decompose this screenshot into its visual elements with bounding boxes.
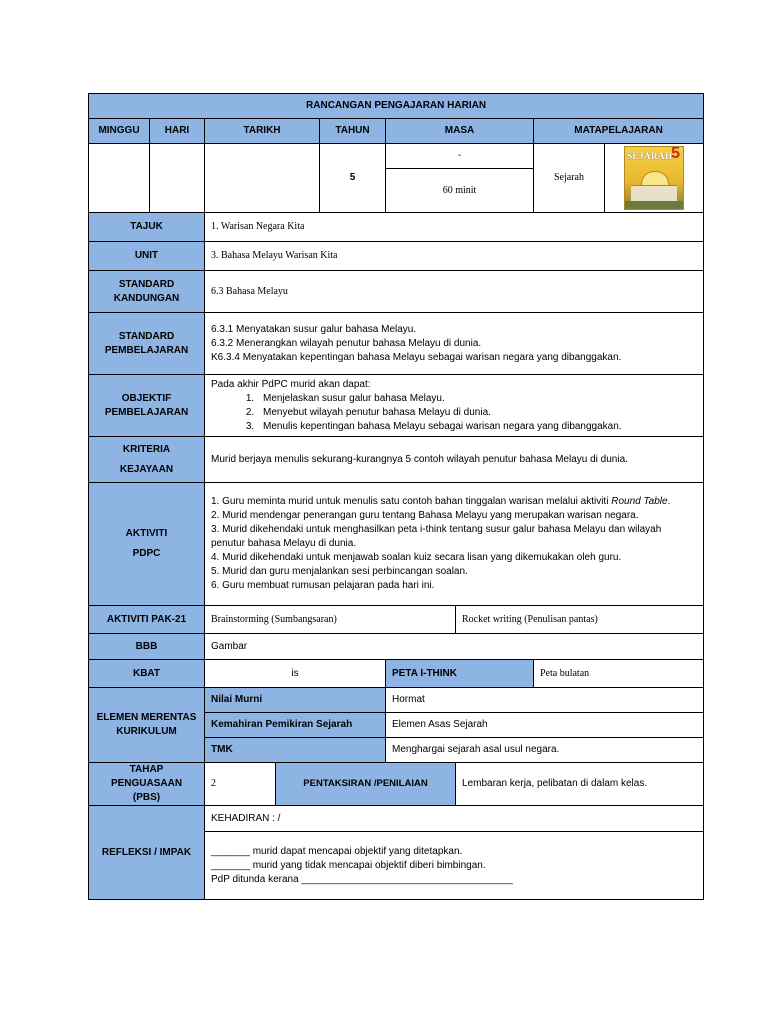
value-refleksi [205,832,704,900]
label-tajuk: TAJUK [89,213,205,242]
value-standard-kandungan: 6.3 Bahasa Melayu [205,271,704,313]
value-kriteria: Murid berjaya menulis sekurang-kurangnya 5 contoh wilayah penutur bahasa Melayu di dunia. [205,437,704,483]
aktiviti-item: 3. Murid dikehendaki untuk menghasilkan peta i-think tentang susur galur bahasa Melayu dan wilayah penutur bahasa Melayu di dunia. [211,524,662,549]
value-pentaksiran: Lembaran kerja, pelibatan di dalam kelas. [456,763,704,806]
value-tmk: Menghargai sejarah asal usul negara. [386,738,704,763]
label-tahap [89,763,205,806]
book-base-graphic [625,201,683,209]
value-masa-top: - [386,144,534,169]
label-aktiviti-line1: AKTIVITI [125,528,168,539]
value-tahap: 2 [205,763,276,806]
aktiviti-item1-em: Round Table [611,496,668,507]
objektif-list [211,392,697,434]
value-tarikh [205,144,320,213]
value-aktiviti [205,483,704,606]
label-objektif [89,375,205,437]
label-kemahiran-pemikiran: Kemahiran Pemikiran Sejarah [205,713,386,738]
value-kbat: is [205,660,386,688]
book-title: SEJARAH [627,151,673,161]
label-standard-pembelajaran [89,313,205,375]
value-matapelajaran: Sejarah [534,144,605,213]
book-building-graphic [631,185,677,202]
value-kemahiran-pemikiran: Elemen Asas Sejarah [386,713,704,738]
header-tahun: TAHUN [320,119,386,144]
value-peta-ithink: Peta bulatan [534,660,704,688]
book-number: 5 [671,146,681,162]
label-elemen-line1: ELEMEN MERENTAS [96,712,197,723]
label-tmk: TMK [205,738,386,763]
label-elemen-line2: KURIKULUM [116,726,177,737]
textbook-cover-cell [605,144,704,213]
lesson-plan-sheet [88,93,703,900]
standard-pembelajaran-item: K6.3.4 Menyatakan kepentingan bahasa Melayu sebagai warisan negara yang dibanggakan. [211,351,622,363]
value-unit: 3. Bahasa Melayu Warisan Kita [205,242,704,271]
label-standard-pembelajaran-line2: PEMBELAJARAN [104,344,189,356]
value-pak21-1: Brainstorming (Sumbangsaran) [205,606,456,634]
label-standard-kandungan-line1: STANDARD [118,278,175,290]
label-pentaksiran: PENTAKSIRAN /PENILAIAN [276,763,456,806]
aktiviti-item1-text: 1. Guru meminta murid untuk menulis satu contoh bahan tinggalan warisan melalui aktiviti [211,496,612,507]
value-bbb: Gambar [205,634,704,660]
label-kriteria [89,437,205,483]
value-nilai-murni: Hormat [386,688,704,713]
label-objektif-line1: OBJEKTIF [121,392,172,404]
value-minggu [89,144,150,213]
value-tahun: 5 [320,144,386,213]
refleksi-line: PdP ditunda kerana ______________________________________ [211,873,513,885]
objektif-intro: Pada akhir PdPC murid akan dapat: [211,378,371,390]
aktiviti-item1-end: . [667,496,671,507]
textbook-cover-image [624,146,684,210]
label-peta-ithink: PETA I-THINK [386,660,534,688]
value-objektif [205,375,704,437]
header-hari: HARI [150,119,205,144]
label-aktiviti [89,483,205,606]
label-kbat: KBAT [89,660,205,688]
label-nilai-murni: Nilai Murni [205,688,386,713]
label-standard-kandungan [89,271,205,313]
objektif-item: 2. Menyebut wilayah penutur bahasa Melayu di dunia. [257,406,697,420]
objektif-item: 3. Menulis kepentingan bahasa Melayu sebagai warisan negara yang dibanggakan. [257,420,697,434]
header-tarikh: TARIKH [205,119,320,144]
header-minggu: MINGGU [89,119,150,144]
value-hari [150,144,205,213]
label-standard-kandungan-line2: KANDUNGAN [113,292,180,304]
aktiviti-item: 2. Murid mendengar penerangan guru tentang Bahasa Melayu yang merupakan warisan negara. [211,510,639,521]
label-refleksi: REFLEKSI / IMPAK [89,806,205,900]
value-masa: 60 minit [386,169,534,213]
standard-pembelajaran-item: 6.3.2 Menerangkan wilayah penutur bahasa Melayu di dunia. [211,337,482,349]
label-pak21: AKTIVITI PAK-21 [89,606,205,634]
label-objektif-line2: PEMBELAJARAN [104,406,189,418]
label-bbb: BBB [89,634,205,660]
lesson-plan-table [88,93,704,900]
label-unit: UNIT [89,242,205,271]
label-aktiviti-line2: PDPC [132,548,161,559]
label-standard-pembelajaran-line1: STANDARD [118,330,175,342]
header-matapelajaran: MATAPELAJARAN [534,119,704,144]
label-kriteria-line1: KRITERIA [122,443,171,455]
objektif-item: 1. Menjelaskan susur galur bahasa Melayu. [257,392,697,406]
label-elemen [89,688,205,763]
aktiviti-item: 4. Murid dikehendaki untuk menjawab soalan kuiz secara lisan yang dikemukakan oleh guru. [211,552,622,563]
label-tahap-line2: (PBS) [132,792,161,803]
value-standard-pembelajaran [205,313,704,375]
value-kehadiran: KEHADIRAN : / [205,806,704,832]
aktiviti-item: 6. Guru membuat rumusan pelajaran pada hari ini. [211,580,435,591]
aktiviti-item: 5. Murid dan guru menjalankan sesi perbincangan soalan. [211,566,468,577]
value-tajuk: 1. Warisan Negara Kita [205,213,704,242]
refleksi-line: _______ murid yang tidak mencapai objektif diberi bimbingan. [211,859,486,871]
label-tahap-line1: TAHAP PENGUASAAN [110,764,183,789]
aktiviti-item [211,495,697,509]
page-title: RANCANGAN PENGAJARAN HARIAN [89,94,704,119]
standard-pembelajaran-item: 6.3.1 Menyatakan susur galur bahasa Melayu. [211,323,417,335]
value-pak21-2: Rocket writing (Penulisan pantas) [456,606,704,634]
header-masa: MASA [386,119,534,144]
label-kriteria-line2: KEJAYAAN [119,463,174,475]
refleksi-line: _______ murid dapat mencapai objektif yang ditetapkan. [211,845,463,857]
